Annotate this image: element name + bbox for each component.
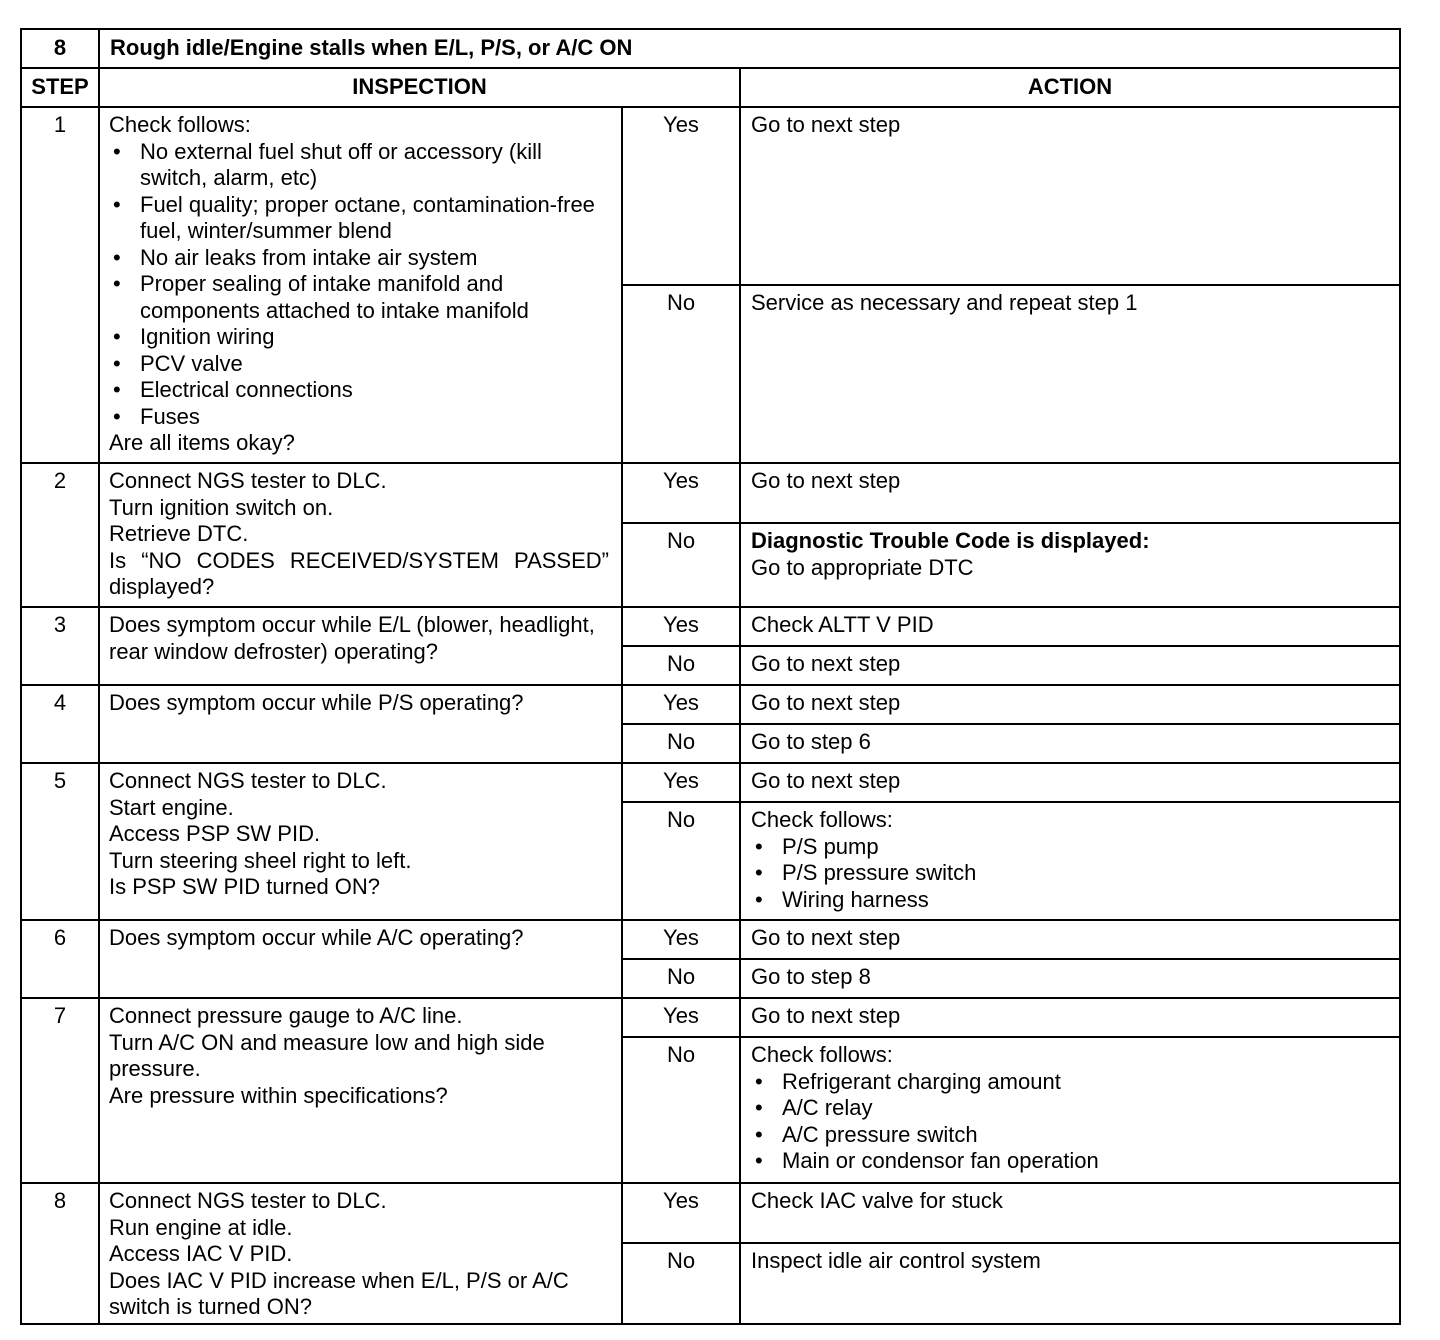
no-label: No (622, 285, 740, 463)
header-row (21, 68, 1400, 107)
no-label: No (622, 724, 740, 763)
title-row (21, 29, 1400, 68)
step-5-yes-row (21, 763, 1400, 802)
action-bullet-list (751, 834, 1389, 914)
no-label: No (622, 959, 740, 998)
inspection-question: Are all items okay? (109, 430, 295, 455)
inspection-line: Turn ignition switch on. (109, 494, 334, 520)
list-item: • Ignition wiring (113, 324, 275, 349)
inspection-question: Is “NO CODES RECEIVED/SYSTEM PASSED” displayed? (109, 547, 609, 599)
yes-action: Go to next step (740, 463, 1400, 523)
yes-label: Yes (622, 998, 740, 1037)
step-number: 2 (21, 463, 99, 607)
bullet-icon: • (113, 191, 121, 217)
inspection-bullet-list (109, 139, 609, 431)
no-action (740, 802, 1400, 920)
no-label: No (622, 1243, 740, 1324)
no-label: No (622, 802, 740, 920)
step-2-inspection (99, 463, 622, 607)
bullet-icon: • (113, 377, 121, 402)
list-item: • A/C relay (755, 1095, 873, 1120)
step-6-yes-row (21, 920, 1400, 959)
header-inspection: INSPECTION (99, 68, 740, 107)
step-3-yes-row (21, 607, 1400, 646)
step-6-inspection (99, 920, 622, 998)
no-action: Service as necessary and repeat step 1 (740, 285, 1400, 463)
step-number: 3 (21, 607, 99, 685)
diagnostic-table-sheet (20, 28, 1399, 1325)
no-action: Inspect idle air control system (740, 1243, 1400, 1324)
yes-action: Check IAC valve for stuck (740, 1183, 1400, 1243)
yes-action: Go to next step (740, 763, 1400, 802)
list-item: • Fuses (113, 403, 200, 429)
inspection-line: Access PSP SW PID. (109, 821, 321, 846)
yes-label: Yes (622, 107, 740, 285)
yes-action: Check ALTT V PID (740, 607, 1400, 646)
list-item: • A/C pressure switch (755, 1121, 978, 1147)
no-label: No (622, 1037, 740, 1183)
inspection-line: Turn steering sheel right to left. (109, 847, 412, 873)
inspection-line: Retrieve DTC. (109, 521, 249, 546)
inspection-line: Connect pressure gauge to A/C line. (109, 1003, 463, 1028)
yes-label: Yes (622, 763, 740, 802)
step-number: 6 (21, 920, 99, 998)
list-item: • Main or condensor fan operation (755, 1148, 1099, 1173)
yes-action: Go to next step (740, 685, 1400, 724)
step-5-inspection (99, 763, 622, 920)
yes-action: Go to next step (740, 998, 1400, 1037)
step-number: 1 (21, 107, 99, 463)
bullet-icon: • (755, 1068, 763, 1094)
action-bullet-list (751, 1069, 1389, 1175)
bullet-icon: • (755, 833, 763, 859)
no-label: No (622, 523, 740, 607)
yes-label: Yes (622, 685, 740, 724)
step-number: 4 (21, 685, 99, 763)
yes-label: Yes (622, 1183, 740, 1243)
no-action (740, 1037, 1400, 1183)
inspection-question: Is PSP SW PID turned ON? (109, 874, 381, 899)
list-item: • No air leaks from intake air system (113, 244, 478, 270)
step-1-yes-row (21, 107, 1400, 285)
table-number: 8 (21, 29, 99, 68)
inspection-question: Does IAC V PID increase when E/L, P/S or A/C switch is turned ON? (109, 1267, 569, 1319)
bullet-icon: • (113, 138, 121, 164)
inspection-line: Run engine at idle. (109, 1214, 293, 1240)
step-number: 8 (21, 1183, 99, 1324)
bullet-icon: • (755, 1095, 763, 1120)
header-action: ACTION (740, 68, 1400, 107)
inspection-line: Connect NGS tester to DLC. (109, 768, 387, 793)
list-item: • P/S pressure switch (755, 860, 977, 885)
list-item: • No external fuel shut off or accessory (kill switch, alarm, etc) (113, 138, 542, 190)
yes-action: Go to next step (740, 920, 1400, 959)
inspection-line: Access IAC V PID. (109, 1241, 293, 1266)
bullet-icon: • (113, 271, 121, 296)
yes-label: Yes (622, 920, 740, 959)
list-item: • Fuel quality; proper octane, contamination-free fuel, winter/summer blend (113, 191, 595, 243)
bullet-icon: • (755, 886, 763, 912)
bullet-icon: • (113, 350, 121, 376)
inspection-line: Connect NGS tester to DLC. (109, 468, 387, 493)
step-8-inspection (99, 1183, 622, 1324)
bullet-icon: • (755, 1148, 763, 1173)
inspection-question: Are pressure within specifications? (109, 1082, 448, 1108)
list-item: • P/S pump (755, 833, 879, 859)
list-item: • Electrical connections (113, 377, 353, 402)
step-2-yes-row (21, 463, 1400, 523)
step-3-inspection (99, 607, 622, 685)
bullet-icon: • (755, 860, 763, 885)
step-number: 7 (21, 998, 99, 1183)
no-action-heading: Diagnostic Trouble Code is displayed: (751, 528, 1150, 553)
inspection-question: Does symptom occur while A/C operating? (109, 925, 524, 950)
diagnostic-table (20, 28, 1401, 1325)
bullet-icon: • (113, 324, 121, 349)
no-action (740, 523, 1400, 607)
step-1-inspection (99, 107, 622, 463)
step-7-inspection (99, 998, 622, 1183)
bullet-icon: • (755, 1121, 763, 1147)
inspection-line: Turn A/C ON and measure low and high side pressure. (109, 1029, 545, 1081)
yes-action: Go to next step (740, 107, 1400, 285)
header-step: STEP (21, 68, 99, 107)
list-item: • Proper sealing of intake manifold and components attached to intake manifold (113, 271, 529, 323)
yes-label: Yes (622, 463, 740, 523)
bullet-icon: • (113, 403, 121, 429)
inspection-question: Does symptom occur while E/L (blower, headlight, rear window defroster) operating? (109, 612, 595, 664)
no-action: Go to step 6 (740, 724, 1400, 763)
inspection-line: Connect NGS tester to DLC. (109, 1188, 387, 1213)
yes-label: Yes (622, 607, 740, 646)
inspection-line: Start engine. (109, 794, 234, 820)
no-action-text: Check follows: (751, 1042, 893, 1067)
no-action-text: Go to appropriate DTC (751, 554, 974, 580)
step-8-yes-row (21, 1183, 1400, 1243)
step-number: 5 (21, 763, 99, 920)
list-item: • Wiring harness (755, 886, 929, 912)
bullet-icon: • (113, 244, 121, 270)
no-action: Go to step 8 (740, 959, 1400, 998)
list-item: • PCV valve (113, 350, 243, 376)
inspection-line: Check follows: (109, 112, 251, 137)
inspection-question: Does symptom occur while P/S operating? (109, 690, 524, 715)
no-label: No (622, 646, 740, 685)
list-item: • Refrigerant charging amount (755, 1068, 1061, 1094)
table-title: Rough idle/Engine stalls when E/L, P/S, or A/C ON (99, 29, 1400, 68)
step-4-inspection (99, 685, 622, 763)
step-4-yes-row (21, 685, 1400, 724)
no-action: Go to next step (740, 646, 1400, 685)
step-7-yes-row (21, 998, 1400, 1037)
no-action-text: Check follows: (751, 807, 893, 832)
